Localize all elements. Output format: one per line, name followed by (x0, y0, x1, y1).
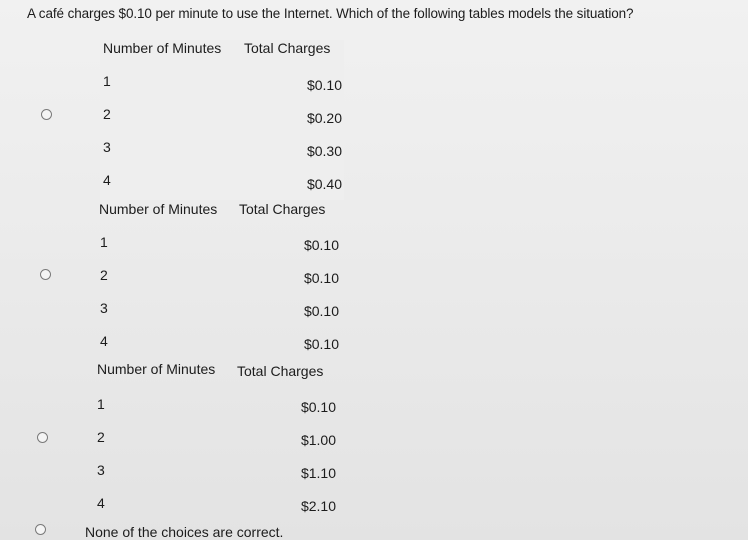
table-cell-charge: $0.10 (303, 303, 339, 319)
option-d-radio[interactable] (35, 524, 46, 535)
table-c-header-minutes: Number of Minutes (97, 361, 216, 377)
table-a-header-charges: Total Charges (244, 40, 331, 56)
table-cell-minutes: 2 (100, 267, 108, 283)
option-b-table (97, 201, 339, 361)
table-cell-minutes: 1 (100, 234, 108, 250)
table-row (97, 234, 339, 267)
table-cell-minutes: 4 (97, 495, 105, 511)
table-cell-minutes: 1 (103, 73, 111, 89)
option-b-radio[interactable] (40, 269, 51, 280)
table-cell-charge: $2.10 (300, 498, 336, 514)
table-row (100, 139, 344, 172)
table-b-header-charges: Total Charges (239, 201, 326, 217)
table-row (100, 106, 344, 139)
table-c-header-charges: Total Charges (237, 363, 324, 379)
table-cell-minutes: 1 (97, 396, 105, 412)
table-cell-minutes: 2 (97, 429, 105, 445)
option-a-radio[interactable] (41, 109, 52, 120)
table-cell-minutes: 3 (100, 300, 108, 316)
table-row (100, 73, 344, 106)
table-row (95, 462, 337, 495)
question-text: A café charges $0.10 per minute to use the Internet. Which of the following tables models the situation? (27, 6, 634, 21)
table-a-header-minutes: Number of Minutes (103, 40, 222, 56)
table-row (95, 429, 337, 462)
table-cell-charge: $0.40 (306, 176, 342, 192)
table-cell-charge: $0.10 (306, 77, 342, 93)
table-cell-charge: $0.10 (303, 336, 339, 352)
table-cell-charge: $1.10 (300, 465, 336, 481)
option-c-radio[interactable] (37, 432, 48, 443)
option-d-label[interactable]: None of the choices are correct. (85, 524, 284, 540)
table-cell-minutes: 4 (100, 333, 108, 349)
table-row (97, 267, 339, 300)
table-cell-charge: $0.10 (303, 270, 339, 286)
table-cell-minutes: 2 (103, 106, 111, 122)
table-row (97, 300, 339, 333)
table-cell-minutes: 3 (103, 139, 111, 155)
table-cell-charge: $0.20 (306, 110, 342, 126)
table-cell-minutes: 4 (103, 172, 111, 188)
table-cell-charge: $0.30 (306, 143, 342, 159)
table-cell-minutes: 3 (97, 462, 105, 478)
option-c-table (95, 361, 337, 521)
option-a-table (100, 40, 344, 200)
table-cell-charge: $1.00 (300, 432, 336, 448)
table-b-header-minutes: Number of Minutes (99, 201, 218, 217)
table-row (95, 396, 337, 429)
table-cell-charge: $0.10 (303, 237, 339, 253)
table-cell-charge: $0.10 (300, 399, 336, 415)
